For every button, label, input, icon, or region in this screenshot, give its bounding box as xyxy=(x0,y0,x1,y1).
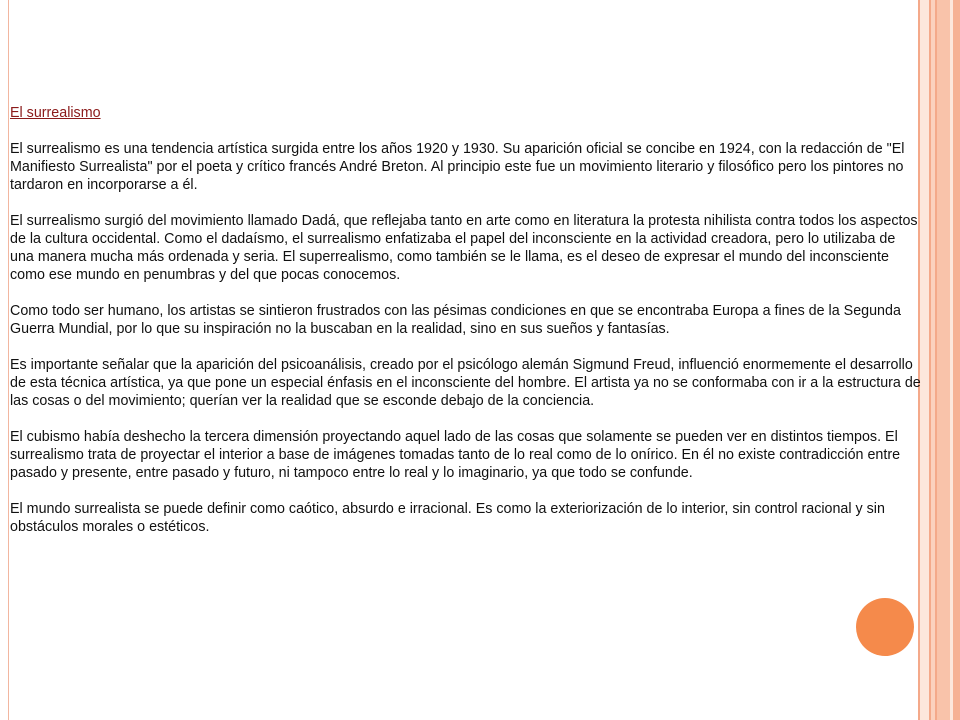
stripe xyxy=(937,0,950,720)
stripe xyxy=(953,0,960,720)
paragraph-2: El surrealismo surgió del movimiento llamado Dadá, que reflejaba tanto en arte como en literatura la protesta nihilista contra todos los aspectos de la cultura occidental. Como el dadaísmo, el surrealismo enfatizaba el papel del inconsciente en la actividad creadora, pero lo utilizaba de una manera mucha más ordenada y seria. El superrealismo, como también se le llama, es el deseo de expresar el mundo del inconsciente como ese mundo en penumbras y del que pocas conocemos. xyxy=(10,213,918,283)
paragraph-1: El surrealismo es una tendencia artística surgida entre los años 1920 y 1930. Su aparición oficial se concibe en 1924, con la redacción de "El Manifiesto Surrealista" por el poeta y crítico francés André Breton. Al principio este fue un movimiento literario y filosófico pero los pintores no tardaron en incorporarse a él. xyxy=(10,141,905,193)
text-body xyxy=(10,104,922,554)
page-title[interactable]: El surrealismo xyxy=(10,105,101,121)
paragraph-6: El mundo surrealista se puede definir como caótico, absurdo e irracional. Es como la exteriorización de lo interior, sin control racional y sin obstáculos morales o estéticos. xyxy=(10,501,885,535)
decorative-circle-icon xyxy=(856,598,914,656)
paragraph-3: Como todo ser humano, los artistas se sintieron frustrados con las pésimas condiciones en que se encontraba Europa a fines de la Segunda Guerra Mundial, por lo que su inspiración no la buscaban en la realidad, sino en sus sueños y fantasías. xyxy=(10,303,901,337)
paragraph-4: Es importante señalar que la aparición del psicoanálisis, creado por el psicólogo alemán Sigmund Freud, influenció enormemente el desarrollo de esta técnica artística, ya que pone un especial énfasis en el inconsciente del hombre. El artista ya no se conformaba con ir a la estructura de las cosas o del movimiento; querían ver la realidad que se esconde debajo de la conciencia. xyxy=(10,357,921,409)
paragraph-5: El cubismo había deshecho la tercera dimensión proyectando aquel lado de las cosas que solamente se pueden ver en distintos tiempos. El surrealismo trata de proyectar el interior a base de imágenes tomadas tanto de lo real como de lo onírico. En él no existe contradicción entre pasado y presente, entre pasado y futuro, ni tampoco entre lo real y lo imaginario, ya que todo se confunde. xyxy=(10,429,901,481)
left-border xyxy=(0,0,9,720)
right-decorative-stripes xyxy=(918,0,960,720)
